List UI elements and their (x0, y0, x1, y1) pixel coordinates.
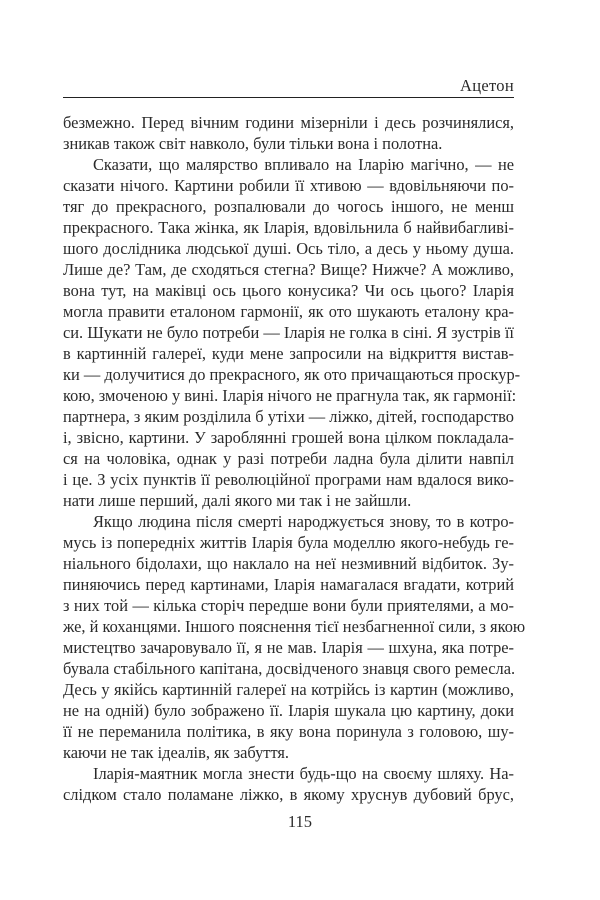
text-line: кою, змоченою у вині. Іларія нічого не прагнула так, як гармонії: (63, 386, 517, 405)
text-line: Сказати, що малярство впливало на Іларію магічно, — не (93, 155, 514, 174)
text-line: вона тут, на маківці ось цього конусика? Чи ось цього? Іларія (63, 281, 514, 300)
text-line: ся на чоловіка, однак у разі потреби ладна була ділити навпіл (63, 449, 514, 468)
text-line: Якщо людина після смерті народжується знову, то в котро- (93, 512, 514, 531)
text-line: мусь із попередніх життів Іларія була моделлю якого-небудь ге- (63, 533, 514, 552)
text-line: си. Шукати не було потреби — Іларія не голка в сіні. Я зустрів її (63, 323, 514, 342)
text-line: могла правити еталоном гармонії, як ото шукають еталону кра- (63, 302, 514, 321)
text-line: Іларія-маятник могла знести будь-що на своєму шляху. На- (93, 764, 514, 783)
text-line: Десь у якійсь картинній галереї на котрійсь із картин (можливо, (63, 680, 514, 699)
running-header (63, 74, 514, 98)
page-number: 115 (287, 812, 313, 831)
text-line: і, звісно, картини. У зароблянні грошей вона цілком покладала- (63, 428, 514, 447)
text-line: Лише де? Там, де сходяться стегна? Вище? Нижче? А можливо, (63, 260, 514, 279)
text-line: пиняючись перед картинами, Іларія намагалася вгадати, котрий (63, 575, 514, 594)
running-header-title: Ацетон (460, 76, 514, 95)
text-line: нати лише перший, далі якого ми так і не зайшли. (63, 491, 412, 510)
paragraph (63, 154, 521, 511)
text-line: бувала стабільного капітана, досвідченого знавця свого ремесла. (63, 659, 516, 678)
text-line: мистецтво зачаровувало її, я не мав. Іларія — шхуна, яка потре- (63, 638, 514, 657)
text-line: ніального бідолахи, що наклало на неї незмивний відбиток. Зу- (63, 554, 514, 573)
text-line: її не переманила політика, в яку вона поринула з головою, шу- (63, 722, 514, 741)
text-line: зникав також світ навколо, були тільки вона і полотна. (63, 134, 443, 153)
paragraph (63, 511, 526, 763)
page-body-text (63, 112, 526, 805)
text-line: з них той — кілька сторіч передше вони були приятелями, а мо- (63, 596, 514, 615)
text-line: слідком стало поламане ліжко, в якому хруснув дубовий брус, (63, 785, 514, 804)
text-line: сказати нічого. Картини робили її хтивою — вдовільняючи по- (63, 176, 514, 195)
text-line: прекрасного. Така жінка, як Іларія, вдовільнила б найвибагливі- (63, 218, 514, 237)
text-line: в картинній галереї, куди мене запросили на відкриття вистав- (63, 344, 514, 363)
paragraph (63, 763, 514, 805)
text-line: партнера, з яким розділила б утіхи — ліжко, дітей, господарство (63, 407, 514, 426)
text-line: безмежно. Перед вічним години мізерніли і десь розчинялися, (63, 113, 514, 132)
text-line: і це. З усіх пунктів її революційної програми нам вдалося вико- (63, 470, 514, 489)
text-line: тяг до прекрасного, розпалювали до чогось іншого, не менш (63, 197, 514, 216)
text-line: же, й коханцями. Іншого пояснення тієї незбагненної сили, з якою (63, 617, 526, 636)
paragraph (63, 112, 514, 154)
text-line: каючи не так ідеалів, як забуття. (63, 743, 290, 762)
text-line: шого дослідника людської душі. Ось тіло, а десь у ньому душа. (63, 239, 514, 258)
text-line: не на одній) було зображено її. Іларія шукала цю картину, доки (63, 701, 514, 720)
text-line: ки — долучитися до прекрасного, як ото причащаються проскур- (63, 365, 521, 384)
